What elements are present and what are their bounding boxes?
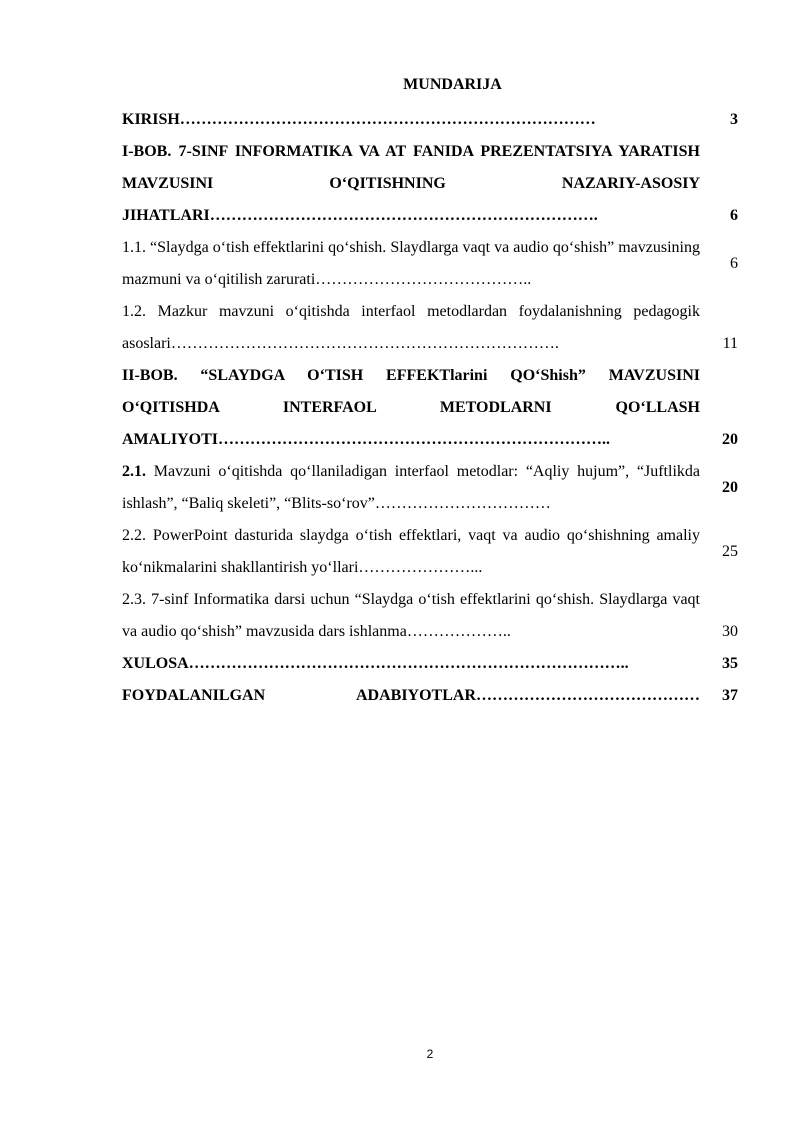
toc-entry-text: 2.2. PowerPoint dasturida slaydga o‘tish effektlari, vaqt va audio qo‘shishning amaliy ko‘nikmalarini shakllantirish yo‘llari…………………... bbox=[122, 527, 700, 576]
toc-entry-xulosa[interactable] bbox=[122, 648, 738, 680]
toc-entry-page: 3 bbox=[730, 111, 738, 128]
page-number: 2 bbox=[426, 1047, 434, 1061]
toc-entry-page: 30 bbox=[722, 623, 738, 640]
toc-entry-text: FOYDALANILGAN ADABIYOTLAR…………………………………… bbox=[122, 687, 700, 704]
toc-entry-prefix: 2.1. bbox=[122, 463, 146, 480]
toc-entry-kirish[interactable] bbox=[122, 104, 738, 136]
toc-entry-text: II-BOB. “SLAYDGA O‘TISH EFFEKTlarini QO‘Shish” MAVZUSINI O‘QITISHDA INTERFAOL METODLARNI QO‘LLASH AMALIYOTI……………………………………………………………….. bbox=[122, 367, 700, 448]
toc-entry-page: 11 bbox=[722, 335, 738, 352]
toc-entry-text bbox=[122, 456, 700, 520]
toc-entry-page: 20 bbox=[722, 431, 738, 448]
toc-entry-text: 2.3. 7-sinf Informatika darsi uchun “Slaydga o‘tish effektlarini qo‘shish. Slaydlarga vaqt va audio qo‘shish” mavzusida dars ishlanma……………….. bbox=[122, 591, 700, 640]
toc-entry-1-1[interactable] bbox=[122, 232, 738, 296]
toc-entry-text: KIRISH…………………………………………………………………… bbox=[122, 111, 596, 128]
toc-entry-2-1[interactable] bbox=[122, 456, 738, 520]
toc-entry-page: 6 bbox=[730, 255, 738, 272]
toc-entry-text: I-BOB. 7-SINF INFORMATIKA VA AT FANIDA PREZENTATSIYA YARATISH MAVZUSINI O‘QITISHNING NAZARIY-ASOSIY JIHATLARI………………………………………………………………. bbox=[122, 143, 700, 224]
toc-entry-page: 20 bbox=[722, 479, 738, 496]
toc-entry-text: XULOSA……………………………………………………………………….. bbox=[122, 655, 629, 672]
toc-entry-references[interactable] bbox=[122, 680, 738, 712]
toc-title: MUNDARIJA bbox=[403, 76, 502, 93]
toc-entry-page: 6 bbox=[730, 207, 738, 224]
toc-entry-2-3[interactable] bbox=[122, 584, 738, 648]
toc-entry-chapter-2[interactable] bbox=[122, 360, 738, 456]
table-of-contents bbox=[122, 104, 738, 712]
toc-entry-page: 25 bbox=[722, 543, 738, 560]
toc-entry-1-2[interactable] bbox=[122, 296, 738, 360]
toc-entry-text: 1.1. “Slaydga o‘tish effektlarini qo‘shish. Slaydlarga vaqt va audio qo‘shish” mavzusining mazmuni va o‘qitilish zarurati………………………………….. bbox=[122, 239, 700, 288]
toc-entry-body: Mavzuni o‘qitishda qo‘llaniladigan interfaol metodlar: “Aqliy hujum”, “Juftlikda ishlash”, “Baliq skeleti”, “Blits-so‘rov”…………………………… bbox=[122, 463, 700, 512]
toc-entry-page: 37 bbox=[722, 687, 738, 704]
toc-entry-chapter-1[interactable] bbox=[122, 136, 738, 232]
toc-entry-text: 1.2. Mazkur mavzuni o‘qitishda interfaol metodlardan foydalanishning pedagogik asoslari………………………………………………………………. bbox=[122, 303, 700, 352]
toc-entry-page: 35 bbox=[722, 655, 738, 672]
toc-entry-2-2[interactable] bbox=[122, 520, 738, 584]
